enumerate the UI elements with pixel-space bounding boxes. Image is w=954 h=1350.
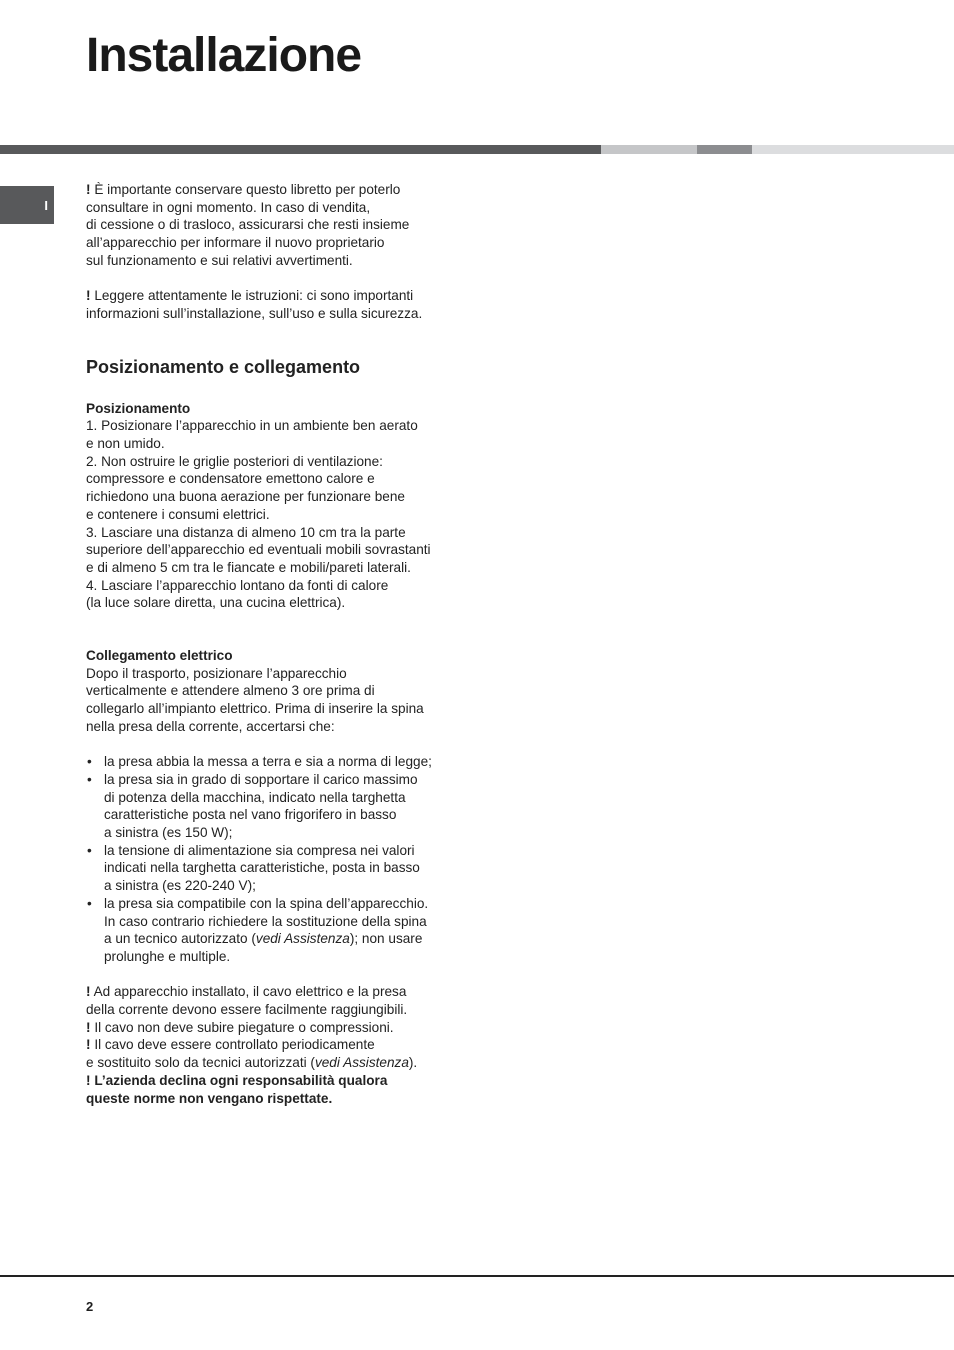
warnings-block: ! Ad apparecchio installato, il cavo elettrico e la presa della corrente devono essere facilmente raggiungibili. ! Il cavo non deve subire piegature o compressioni. ! Il cavo deve essere controllato periodicamente e sostituito solo da tecnici autorizzati (vedi Assistenza). ! L’azienda declina ogni responsabilità qualora queste norme non vengano rispettate. (86, 984, 418, 1106)
disclaimer: L’azienda declina ogni responsabilità qualora (94, 1072, 388, 1088)
intro-paragraph-1: ! È importante conservare questo libretto per poterlo consultare in ogni momento. In caso di vendita, di cessione o di trasloco, assicurarsi che resti insieme all’apparecchio per informare il nuovo proprietario sul funzionamento e sui relativi avvertimenti. (86, 182, 410, 268)
main-content (86, 181, 466, 1107)
footer-rule (0, 1275, 954, 1277)
intro-paragraph-2: ! Leggere attentamente le istruzioni: ci sono importanti informazioni sull’installazione, sull’uso e sulla sicurezza. (86, 288, 423, 321)
page-number: 2 (86, 1299, 94, 1314)
disclaimer: queste norme non vengano rispettate. (86, 1090, 333, 1106)
list-item: • la presa sia in grado di sopportare il carico massimo di potenza della macchina, indicato nella targhetta caratteristiche posta nel vano frigorifero in basso a sinistra (es 150 W); (86, 771, 466, 842)
electrical-block: Collegamento elettrico Dopo il trasporto, posizionare l’apparecchio verticalmente e attendere almeno 3 ore prima di collegarlo all’impianto elettrico. Prima di inserire la spina nella presa della corrente, accertarsi che: (86, 648, 424, 734)
header-rule-mid (697, 145, 752, 154)
positioning-heading: Posizionamento (86, 400, 191, 416)
header-rule-light (601, 145, 697, 154)
warning-mark: ! (86, 1019, 91, 1035)
service-reference: vedi Assistenza (255, 931, 350, 947)
section-title: Posizionamento e collegamento (86, 356, 361, 377)
header-rule-lightest (752, 145, 954, 154)
service-reference: vedi Assistenza (314, 1055, 409, 1071)
warning-mark: ! (86, 288, 91, 304)
language-tab-label: I (44, 197, 48, 213)
warning-mark: ! (86, 182, 91, 197)
warning-mark: ! (86, 1072, 91, 1088)
page-title: Installazione (86, 29, 362, 82)
positioning-block: Posizionamento 1. Posizionare l’apparecchio in un ambiente ben aerato e non umido. 2. Non ostruire le griglie posteriori di ventilazione: compressore e condensatore emettono calore e richiedono una buona aerazione per funzionare bene e contenere i consumi elettrici. 3. Lasciare una distanza di almeno 10 cm tra la parte superiore dell’apparecchio ed eventuali mobili sovrastanti e di almeno 5 cm tra le fiancate e mobili/pareti laterali. 4. Lasciare l’apparecchio lontano da fonti di calore (la luce solare diretta, una cucina elettrica). (86, 400, 431, 611)
language-tab (0, 186, 54, 224)
warning-mark: ! (86, 984, 91, 1000)
list-item: • la tensione di alimentazione sia compresa nei valori indicati nella targhetta caratteristiche, posta in basso a sinistra (es 220-240 V); (86, 842, 466, 895)
warning-mark: ! (86, 1037, 91, 1053)
list-item: • la presa abbia la messa a terra e sia a norma di legge; (86, 753, 466, 771)
header-rule-dark (0, 145, 601, 154)
list-item: • la presa sia compatibile con la spina dell’apparecchio. In caso contrario richiedere la sostituzione della spina a un tecnico autorizzato (vedi Assistenza); non usare prolunghe e multiple. (86, 895, 466, 966)
requirements-list (86, 753, 466, 965)
electrical-heading: Collegamento elettrico (86, 648, 233, 664)
